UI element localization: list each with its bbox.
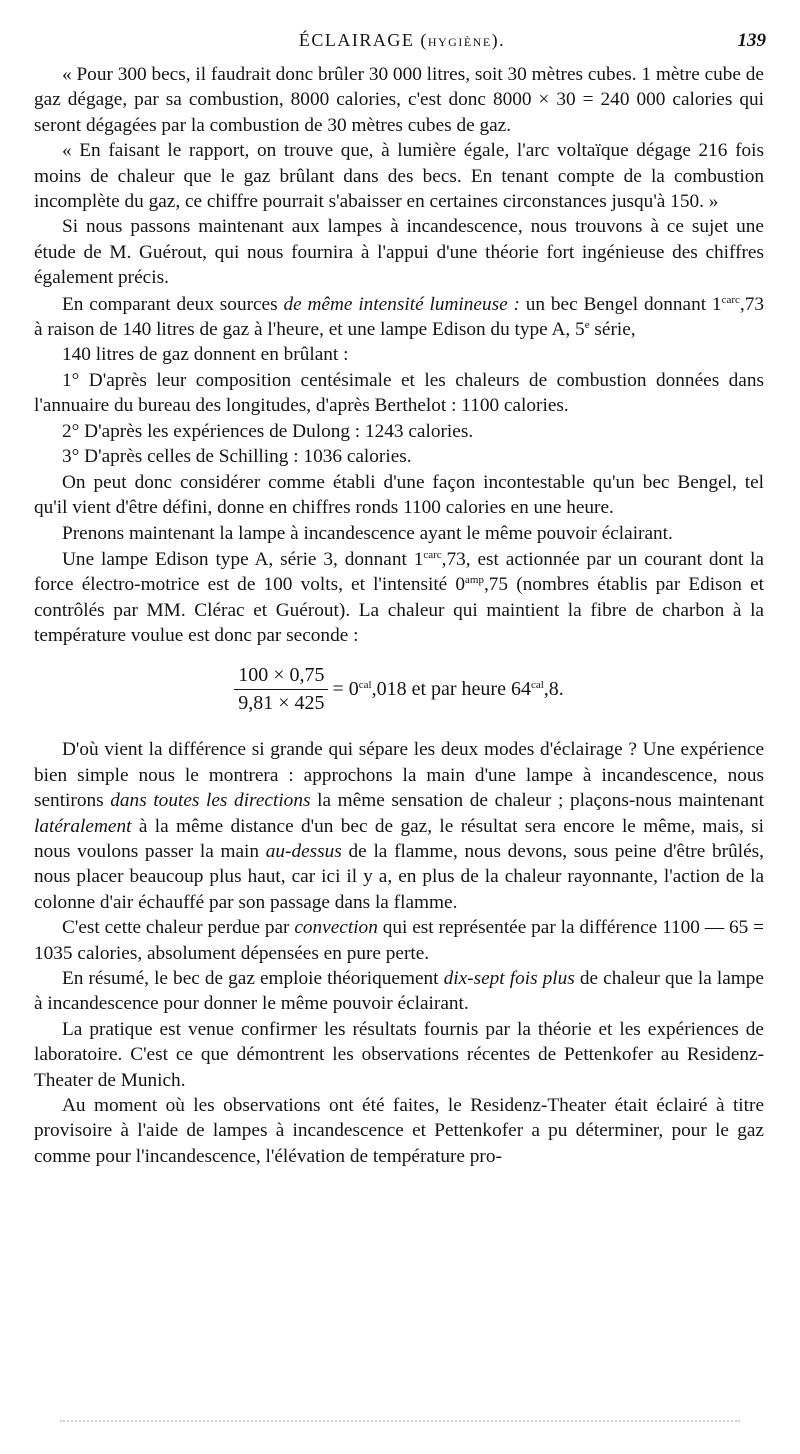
text-run: Une lampe Edison type A, série 3, donnant 1: [62, 548, 424, 570]
line-140-litres: 140 litres de gaz donnent en brûlant :: [62, 344, 349, 366]
running-header: [32, 30, 772, 54]
formula-result: [332, 678, 563, 701]
text-run: un bec Bengel donnant 1: [519, 293, 722, 315]
text-run: ,8.: [543, 678, 564, 701]
header-title: [32, 30, 772, 51]
item-dulong: 2° D'après les expériences de Dulong : 1243 calories.: [62, 420, 474, 442]
text-run: ,018 et par heure 64: [371, 678, 531, 701]
text-run: ,73 à raison de 140 litres de gaz à l'heure, et une lampe Edison du type A, 5: [34, 293, 764, 341]
superscript: amp: [465, 574, 484, 587]
text-run: de chaleur que la lampe à incandescence pour donner le même pouvoir éclairant.: [34, 968, 764, 1015]
paragraph-300-becs: « Pour 300 becs, il faudrait donc brûler 30 000 litres, soit 30 mètres cubes. 1 mètre cube de gaz dégage, par sa combustion, 8000 calories, c'est donc 8000 × 30 = 240 000 calories qui seront dégagées par la combustion de 30 mètres cubes de gaz.: [34, 64, 764, 136]
italic-run: au-dessus: [265, 840, 342, 862]
superscript: cal: [358, 679, 372, 692]
paragraph-pratique: La pratique est venue confirmer les résultats fournis par la théorie et les expériences de laboratoire. C'est ce que démontrent les observations récentes de Pettenkofer au Residenz-Theater de Munich.: [34, 1018, 764, 1091]
paragraph-bengel: [34, 292, 764, 343]
italic-run: dix-sept fois plus: [443, 968, 575, 989]
text-run: ,73, est actionnée par un courant dont la force électro-motrice est de 100 volts, et l'intensité 0: [34, 548, 764, 596]
text-run: D'où vient la différence si grande qui sépare les deux modes d'éclairage ? Une expérience bien simple nous le montrera : approchons la main d'une lampe à incandescence, nous sentirons: [34, 739, 764, 812]
paragraph-conclusion-bengel: On peut donc considérer comme établi d'une façon incontestable qu'un bec Bengel, tel qu'il vient d'être défini, donne en chiffres ronds 1100 calories en une heure.: [34, 471, 764, 518]
paragraph-edison: [34, 547, 764, 649]
text-run: la même sensation de chaleur ; plaçons-nous maintenant: [310, 790, 765, 812]
paragraph-residenz: Au moment où les observations ont été faites, le Residenz-Theater était éclairé à titre provisoire à l'aide de lampes à incandescence et Pettenkofer a pu déterminer, pour le gaz comme pour l'incandescence, l'élévation de température pro-: [34, 1095, 764, 1167]
superscript: cal: [530, 679, 544, 692]
page-number: 139: [737, 30, 766, 51]
italic-run: latéralement: [34, 815, 132, 837]
formula-fraction: [234, 664, 328, 715]
header-title-small: HYGIÈNE: [427, 35, 492, 49]
paragraph-resume: [34, 966, 764, 1017]
text-run: En résumé, le bec de gaz emploie théoriquement: [62, 968, 444, 989]
item-schilling: 3° D'après celles de Schilling : 1036 calories.: [62, 446, 412, 468]
paragraph-guerout: Si nous passons maintenant aux lampes à incandescence, nous trouvons à ce sujet une étude de M. Guérout, qui nous fournira à l'appui d'une théorie fort ingénieuse des chiffres également précis.: [34, 216, 764, 289]
formula-numerator: 100 × 0,75: [234, 664, 328, 690]
text-run: à la même distance d'un bec de gaz, le résultat sera encore le même, mais, si nous voulons passer la main: [34, 815, 764, 862]
paragraph-rapport: « En faisant le rapport, on trouve que, à lumière égale, l'arc voltaïque dégage 216 fois moins de chaleur que le gaz brûlant dans des becs. En tenant compte de la combustion incomplète du gaz, ce chiffre pourrait s'abaisser en certaines circonstances jusqu'à 150. »: [34, 140, 764, 213]
italic-run: convection: [294, 917, 378, 939]
text-run: qui est représentée par la différence 1100 — 65 = 1035 calories, absolument dépensées en pure perte.: [34, 917, 764, 964]
text-run: série,: [589, 319, 636, 341]
text-run: En comparant deux sources: [62, 293, 284, 315]
scan-artifact-line: [60, 1420, 740, 1424]
header-title-end: ).: [491, 30, 506, 50]
heat-formula: [34, 664, 764, 715]
paragraph-difference: [34, 737, 764, 915]
italic-run: de même intensité lumineuse :: [283, 293, 520, 315]
superscript: carc: [423, 548, 442, 561]
italic-run: dans toutes les directions: [110, 790, 311, 812]
superscript: e: [584, 319, 590, 332]
text-run: ,75 (nombres établis par Edison et contrôlés par MM. Clérac et Guérout). La chaleur qui maintient la fibre de charbon à la température voulue est donc par seconde :: [34, 574, 764, 646]
superscript: carc: [721, 293, 740, 306]
header-title-main: ÉCLAIRAGE (: [298, 30, 428, 50]
text-run: = 0: [332, 678, 359, 701]
item-berthelot: 1° D'après leur composition centésimale et les chaleurs de combustion données dans l'annuaire du bureau des longitudes, d'après Berthelot : 1100 calories.: [34, 369, 764, 417]
text-run: de la flamme, nous devons, sous peine d'être brûlés, nous placer beaucoup plus haut, car ici il y a, en plus de la chaleur rayonnante, l'action de la colonne d'air échauffé par son passage dans la flamme.: [34, 840, 764, 913]
formula-denominator: 9,81 × 425: [238, 692, 325, 715]
text-run: C'est cette chaleur perdue par: [62, 917, 295, 939]
page-body: [34, 62, 764, 1169]
paragraph-convection: [34, 915, 764, 966]
paragraph-prenons: Prenons maintenant la lampe à incandescence ayant le même pouvoir éclairant.: [62, 523, 673, 545]
